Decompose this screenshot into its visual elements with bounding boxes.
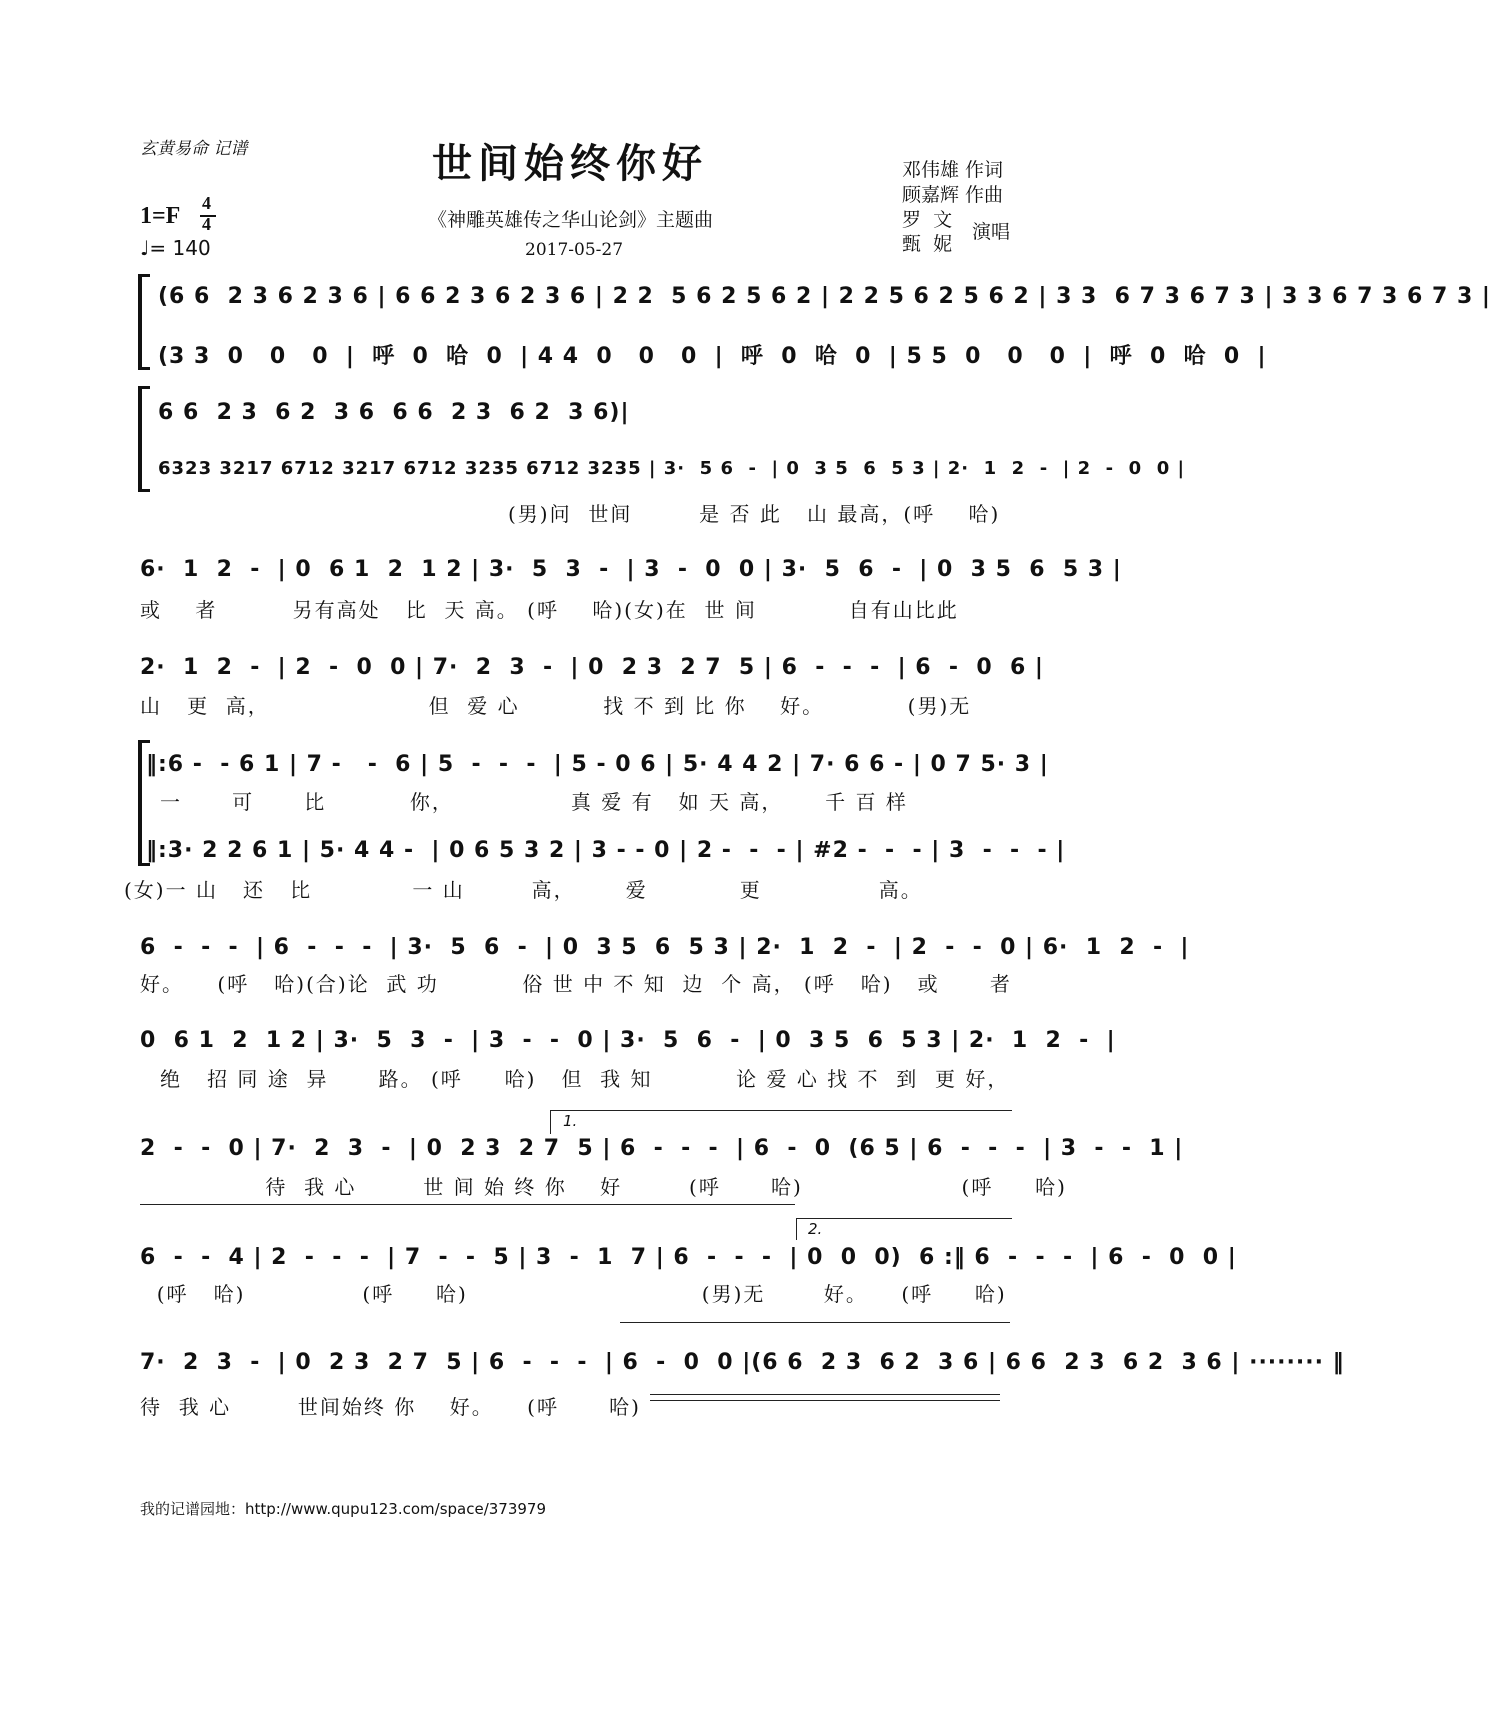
- score-line-10: 0 6 1 2 1 2 | 3· 5 3 - | 3 - - 0 | 3· 5 6 - | 0 3 5 6 5 3 | 2· 1 2 - |: [140, 1028, 1116, 1053]
- score-line-2: (3 3 0 0 0 | 呼 0 哈 0 | 4 4 0 0 0 | 呼 0 哈 0 | 5 5 0 0 0 | 呼 0 哈 0 |: [158, 344, 1267, 369]
- volta-1-continuation: [140, 1204, 795, 1205]
- composer-credit: 顾嘉辉 作曲: [902, 184, 1004, 206]
- lyric-line-4: (男)问 世间 是 否 此 山 最高，(呼 哈): [508, 502, 1001, 526]
- lyric-line-12: (呼 哈) (呼 哈) (男)无 好。 (呼 哈): [140, 1282, 1007, 1306]
- system-bracket-2: [138, 386, 142, 492]
- lyric-line-11: 待 我 心 世 间 始 终 你 好 (呼 哈) (呼 哈): [140, 1175, 1067, 1199]
- singer-1: 罗 文: [902, 209, 953, 231]
- score-line-8: ‖:3· 2 2 6 1 | 5· 4 4 - | 0 6 5 3 2 | 3 - - 0 | 2 - - - | #2 - - - | 3 - - - |: [146, 838, 1066, 863]
- score-line-9: 6 - - - | 6 - - - | 3· 5 6 - | 0 3 5 6 5 3 | 2· 1 2 - | 2 - - 0 | 6· 1 2 - |: [140, 935, 1190, 960]
- score-line-3: 6 6 2 3 6 2 3 6 6 6 2 3 6 2 3 6)|: [158, 400, 630, 425]
- score-line-4: 6323 3217 6712 3217 6712 3235 6712 3235 | 3· 5 6 - | 0 3 5 6 5 3 | 2· 1 2 - | 2 - 0 0 |: [158, 458, 1186, 479]
- transcriber-credit: 玄黄易命 记谱: [140, 139, 248, 159]
- time-signature-top: 4: [202, 193, 211, 213]
- tempo-marking: ♩= 140: [140, 236, 211, 260]
- volta-2-line: [796, 1218, 1012, 1219]
- volta-2-label: 2.: [808, 1220, 823, 1238]
- lyric-line-6: 山 更 高， 但 爱 心 找 不 到 比 你 好。 (男)无: [140, 694, 972, 718]
- lyric-line-10: 绝 招 同 途 异 路。 (呼 哈) 但 我 知 论 爱 心 找 不 到 更 好，: [160, 1067, 1010, 1091]
- score-line-12: 6 - - 4 | 2 - - - | 7 - - 5 | 3 - 1 7 | 6 - - - | 0 0 0) 6 :‖ 6 - - - | 6 - 0 0 |: [140, 1245, 1237, 1270]
- volta-1-label: 1.: [563, 1112, 578, 1130]
- ending-rule-1: [650, 1394, 1000, 1395]
- volta-1-line: [550, 1110, 1012, 1111]
- volta-2-hook: [796, 1218, 797, 1240]
- volta-1-hook: [550, 1110, 551, 1134]
- score-line-11: 2 - - 0 | 7· 2 3 - | 0 2 3 2 7 5 | 6 - - - | 6 - 0 (6 5 | 6 - - - | 3 - - 1 |: [140, 1136, 1184, 1161]
- score-line-7: ‖:6 - - 6 1 | 7 - - 6 | 5 - - - | 5 - 0 6 | 5· 4 4 2 | 7· 6 6 - | 0 7 5· 3 |: [146, 752, 1049, 777]
- score-line-1: (6 6 2 3 6 2 3 6 | 6 6 2 3 6 2 3 6 | 2 2 5 6 2 5 6 2 | 2 2 5 6 2 5 6 2 | 3 3 6 7 3 6 7 3 | 3 3 6 7 3 6 7 3 |: [158, 284, 1491, 309]
- date: 2017-05-27: [525, 240, 624, 260]
- key-signature: 1=F: [140, 203, 181, 229]
- score-line-5: 6· 1 2 - | 0 6 1 2 1 2 | 3· 5 3 - | 3 - 0 0 | 3· 5 6 - | 0 3 5 6 5 3 |: [140, 557, 1122, 582]
- subtitle: 《神雕英雄传之华山论剑》主题曲: [428, 209, 714, 231]
- lyric-line-13: 待 我 心 世间始终 你 好。 (呼 哈): [140, 1395, 641, 1419]
- lyric-line-8: (女)一 山 还 比 一 山 高， 爱 更 高。: [124, 878, 923, 902]
- singer-2: 甄 妮: [902, 233, 953, 255]
- page-title: 世间始终你好: [432, 140, 708, 187]
- system-bracket-1: [138, 274, 142, 370]
- performer-label: 演唱: [972, 221, 1011, 243]
- lyric-line-7: 一 可 比 你， 真 爱 有 如 天 高， 千 百 样: [160, 790, 908, 814]
- score-line-6: 2· 1 2 - | 2 - 0 0 | 7· 2 3 - | 0 2 3 2 7 5 | 6 - - - | 6 - 0 6 |: [140, 655, 1044, 680]
- coda-line: [620, 1322, 1010, 1323]
- footer-source: 我的记谱园地：http://www.qupu123.com/space/373979: [140, 1500, 547, 1518]
- lyricist-credit: 邓伟雄 作词: [902, 159, 1004, 181]
- score-line-13: 7· 2 3 - | 0 2 3 2 7 5 | 6 - - - | 6 - 0 0 |(6 6 2 3 6 2 3 6 | 6 6 2 3 6 2 3 6 | ········ ‖: [140, 1350, 1345, 1375]
- lyric-line-9: 好。 (呼 哈)(合)论 武 功 俗 世 中 不 知 边 个 高， (呼 哈) 或 者: [140, 972, 1012, 996]
- time-signature-bottom: 4: [202, 214, 211, 234]
- system-bracket-3: [138, 740, 142, 866]
- ending-rule-2: [650, 1400, 1000, 1401]
- lyric-line-5: 或 者 另有高处 比 天 高。 (呼 哈)(女)在 世 间 自有山比此: [140, 598, 959, 622]
